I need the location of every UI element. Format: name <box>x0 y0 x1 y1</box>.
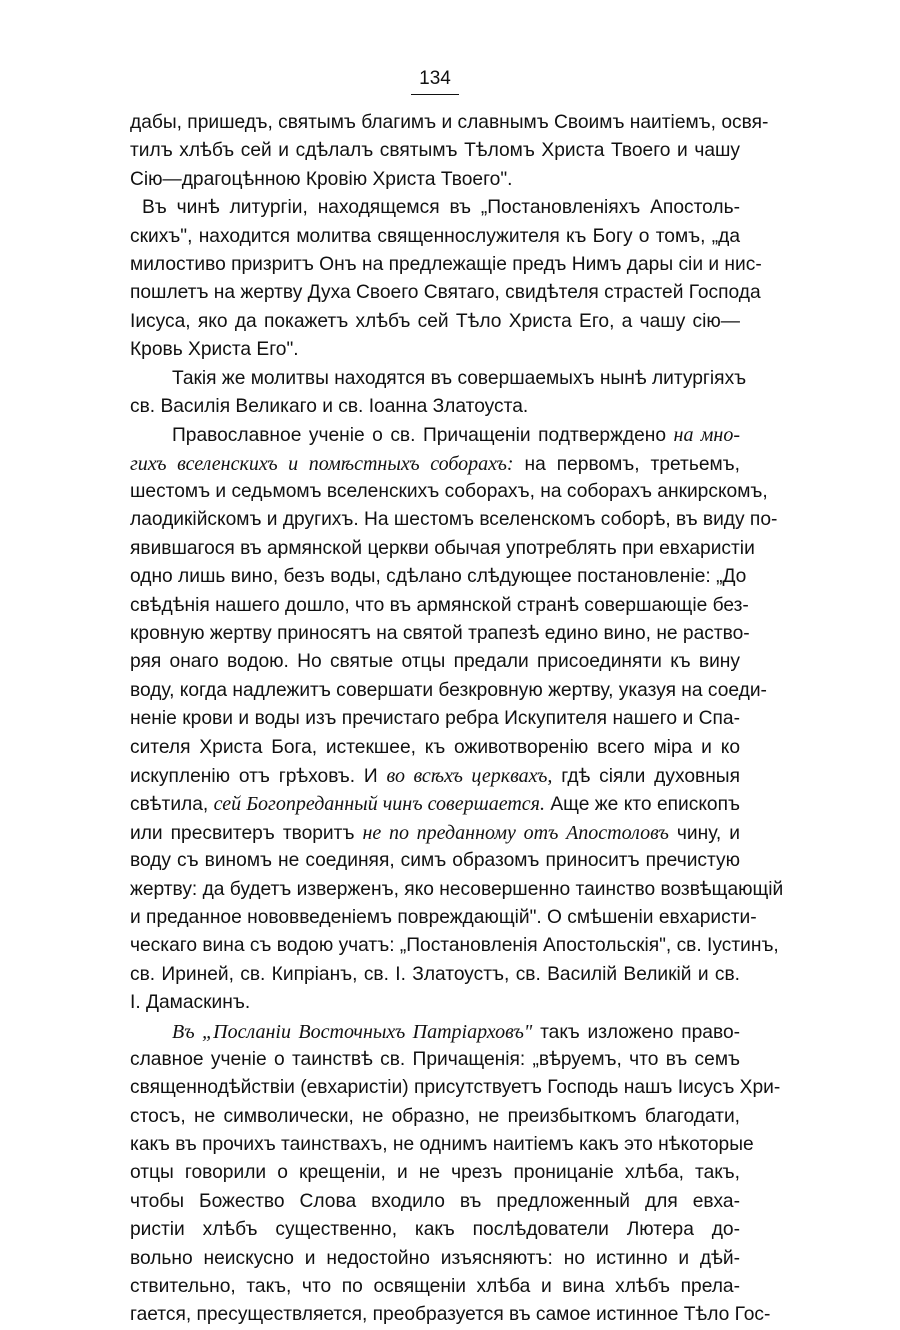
text-line <box>130 166 740 194</box>
text-span: Iисуса, яко да покажетъ хлѣбъ сей Тѣло Христа Его, а чашу сiю— <box>130 310 740 332</box>
text-line <box>130 734 740 762</box>
text-span: гается, пресуществляется, преобразуется въ самое истинное Тѣло Гос- <box>130 1304 771 1326</box>
text-line <box>130 421 740 449</box>
text-line <box>130 847 740 875</box>
text-line <box>130 450 740 478</box>
text-line <box>130 1159 740 1187</box>
text-span: св. Ириней, св. Кипрiанъ, св. I. Златоустъ, св. Василiй Великiй и св. <box>130 963 740 985</box>
text-span: ристiи хлѣбъ существенно, какъ послѣдователи Лютера до- <box>130 1219 740 1241</box>
text-span: I. Дамаскинъ. <box>130 992 251 1014</box>
text-span: скихъ", находится молитва священнослужителя къ Богу о томъ, „да <box>130 225 740 247</box>
text-span: Православное ученiе о св. Причащенiи подтверждено <box>172 425 674 447</box>
body-text <box>130 109 784 1330</box>
text-span: чтобы Божество Слова входило въ предложенный для евха- <box>130 1190 740 1212</box>
text-line <box>130 1103 740 1131</box>
text-line <box>130 876 784 904</box>
text-line <box>130 1301 771 1329</box>
text-line <box>130 336 740 364</box>
text-line <box>130 478 768 506</box>
text-span: на первомъ, третьемъ, <box>513 453 741 475</box>
text-line <box>130 762 740 790</box>
text-line <box>130 1273 740 1301</box>
text-line <box>130 279 761 307</box>
text-line <box>130 620 750 648</box>
text-line <box>130 506 778 534</box>
text-span: Въ чинѣ литургiи, находящемся въ „Постановленiяхъ Апостоль- <box>142 197 740 219</box>
text-span: и преданное нововведенiемъ повреждающiй". О смѣшенiи евхаристи- <box>130 906 757 928</box>
text-span: Кровь Христа Его". <box>130 339 299 361</box>
text-line <box>130 251 762 279</box>
italic-text: сей Богопреданный чинъ совершается. <box>213 793 545 816</box>
text-span: гдѣ сiяли духовныя <box>552 765 740 787</box>
text-span: какъ въ прочихъ таинствахъ, не однимъ наитiемъ какъ это нѣкоторые <box>130 1134 754 1156</box>
text-line <box>130 989 740 1017</box>
text-span: св. Василiя Великаго и св. Iоанна Златоуста. <box>130 395 529 417</box>
text-span: воду, когда надлежитъ совершати безкровную жертву, указуя на соеди- <box>130 679 767 701</box>
text-span: пошлетъ на жертву Духа Своего Святаго, свидѣтеля страстей Господа <box>130 282 761 304</box>
text-span: ствительно, такъ, что по освященiи хлѣба и вина хлѣбъ прела- <box>130 1276 740 1298</box>
text-line <box>130 1245 740 1273</box>
text-span: стосъ, не символически, не образно, не преизбыткомъ благодати, <box>130 1105 740 1127</box>
text-span: Аще же кто епископъ <box>544 794 740 816</box>
text-line <box>130 705 740 733</box>
page-number-underline <box>411 94 459 95</box>
text-line <box>130 1131 754 1159</box>
text-span: жертву: да будетъ изверженъ, яко несовершенно таинство возвѣщающiй <box>130 878 784 900</box>
text-line <box>130 365 747 393</box>
text-line <box>130 563 747 591</box>
text-span: шестомъ и седьмомъ вселенскихъ соборахъ, на соборахъ анкирскомъ, <box>130 481 768 503</box>
italic-text: не по преданному отъ Апостоловъ <box>362 821 669 844</box>
text-line <box>130 648 740 676</box>
text-line <box>130 393 740 421</box>
text-line <box>130 932 779 960</box>
text-span: Такiя же молитвы находятся въ совершаемыхъ нынѣ литургiяхъ <box>172 367 747 389</box>
text-span: такъ изложено право- <box>532 1021 740 1043</box>
text-line <box>130 677 767 705</box>
text-span: вольно неискусно и недостойно изъясняютъ: но истинно и дѣй- <box>130 1247 740 1269</box>
text-line <box>130 592 749 620</box>
text-span: или пресвитеръ творитъ <box>130 822 363 844</box>
text-span: священнодѣйствiи (евхаристiи) присутствуетъ Господь нашъ Iисусъ Хри- <box>130 1077 781 1099</box>
text-span: чину, и <box>668 822 740 844</box>
text-span: искупленiю отъ грѣховъ. И <box>130 765 387 787</box>
italic-text: на мно- <box>673 424 740 447</box>
text-span: милостиво призритъ Онъ на предлежащiе предъ Нимъ дары сiи и нис- <box>130 253 762 275</box>
text-line <box>130 109 769 137</box>
text-span: Сiю—драгоцѣнною Кровiю Христа Твоего". <box>130 168 513 190</box>
text-line <box>130 790 740 818</box>
text-span: ческаго вина съ водою учатъ: „Постановленiя Апостольскiя", св. Iустинъ, <box>130 935 779 957</box>
text-line <box>130 535 755 563</box>
text-span: свѣдѣнiя нашего дошло, что въ армянской странѣ совершающiе без- <box>130 594 749 616</box>
text-span: отцы говорили о крещенiи, и не чрезъ проницанiе хлѣба, такъ, <box>130 1162 740 1184</box>
text-span: воду съ виномъ не соединяя, симъ образомъ приноситъ пречистую <box>130 850 740 872</box>
text-span: лаодикiйскомъ и другихъ. На шестомъ вселенскомъ соборѣ, въ виду по- <box>130 509 778 531</box>
text-span: дабы, пришедъ, святымъ благимъ и славнымъ Своимъ наитiемъ, освя- <box>130 112 769 133</box>
italic-text: гихъ вселенскихъ и помѣстныхъ соборахъ: <box>130 452 514 475</box>
text-line <box>130 1074 781 1102</box>
text-span: тилъ хлѣбъ сей и сдѣлалъ святымъ Тѣломъ Христа Твоего и чашу <box>130 140 740 162</box>
text-line <box>130 223 740 251</box>
text-span: явившагося въ армянской церкви обычая употреблять при евхаристiи <box>130 537 755 559</box>
text-span: ненiе крови и воды изъ пречистаго ребра Искупителя нашего и Спа- <box>130 708 740 730</box>
text-line <box>130 904 757 932</box>
text-span: ряя онаго водою. Но святые отцы предали присоединяти къ вину <box>130 651 740 673</box>
page-number: 134 <box>419 68 451 89</box>
text-line <box>130 1188 740 1216</box>
text-span: свѣтила, <box>130 794 214 816</box>
text-line <box>130 1216 740 1244</box>
text-line <box>130 194 740 222</box>
text-line <box>130 1018 740 1046</box>
text-span: славное ученiе о таинствѣ св. Причащенiя: „вѣруемъ, что въ семъ <box>130 1048 740 1070</box>
italic-text: Въ „Посланiи Восточныхъ Патрiарховъ" <box>172 1020 533 1043</box>
text-line <box>130 819 740 847</box>
document-page <box>130 68 784 1330</box>
text-line <box>130 961 740 989</box>
italic-text: во всѣхъ церквахъ, <box>386 764 553 787</box>
text-line <box>130 1046 740 1074</box>
text-span: кровную жертву приносятъ на святой трапезѣ едино вино, не раство- <box>130 623 750 645</box>
text-line <box>130 137 740 165</box>
text-line <box>130 308 740 336</box>
text-span: сителя Христа Бога, истекшее, къ оживотворенiю всего мiра и ко <box>130 736 740 758</box>
text-span: одно лишь вино, безъ воды, сдѣлано слѣдующее постановленiе: „До <box>130 566 747 588</box>
